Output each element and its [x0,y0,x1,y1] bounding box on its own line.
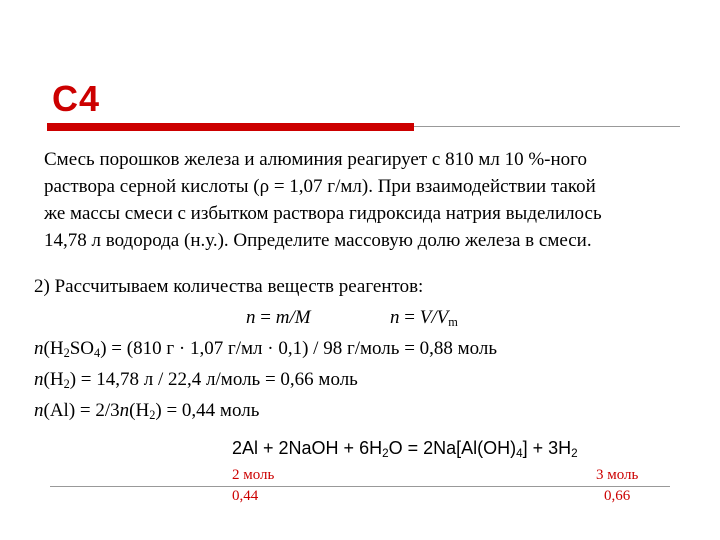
al-moles-value: 0,44 [232,488,259,504]
formula-volume: $n = V/V_m$ [390,307,458,330]
problem-line: же массы смеси с избытком раствора гидроксида натрия выделилось [44,203,602,224]
problem-line: Смесь порошков железа и алюминия реагирует с 810 мл 10 %-ного [44,149,587,170]
reaction-equation: 2Al + 2NaOH + $6H_2O = 2Na[Al(OH)_4] + 3H_2$ [232,438,578,460]
slide-title: С4 [52,78,101,119]
calc-al: $n(Al) = 2/3n(H_2) = 0,44$ моль [34,400,260,423]
step-heading: 2) Рассчитываем количества веществ реагентов: [34,276,424,297]
divider-line [50,486,670,487]
solution-block [34,271,704,426]
problem-line: 14,78 л водорода (н.у.). Определите массовую долю железа в смеси. [44,230,592,251]
formula-line [34,302,704,333]
al-moles-coefficient: 2 моль [232,467,275,483]
title-underline-accent [47,123,414,131]
problem-line: раствора серной кислоты (ρ = 1,07 г/мл). При взаимодействии такой [44,176,596,197]
problem-statement [44,146,694,254]
calc-h2so4: $n(H_2SO_4) = (810$ г · 1,07 г/мл · 0,1) / 98 г/моль = 0,88 моль [34,338,498,361]
h2-moles-coefficient: 3 моль [596,467,639,483]
calc-h2: $n(H_2) = 14,78$ л / 22,4 л/моль = 0,66 моль [34,369,358,392]
formula-mass: n = m/M [246,307,311,328]
h2-moles-value: 0,66 [604,488,631,504]
title-underline-rule [414,126,680,127]
